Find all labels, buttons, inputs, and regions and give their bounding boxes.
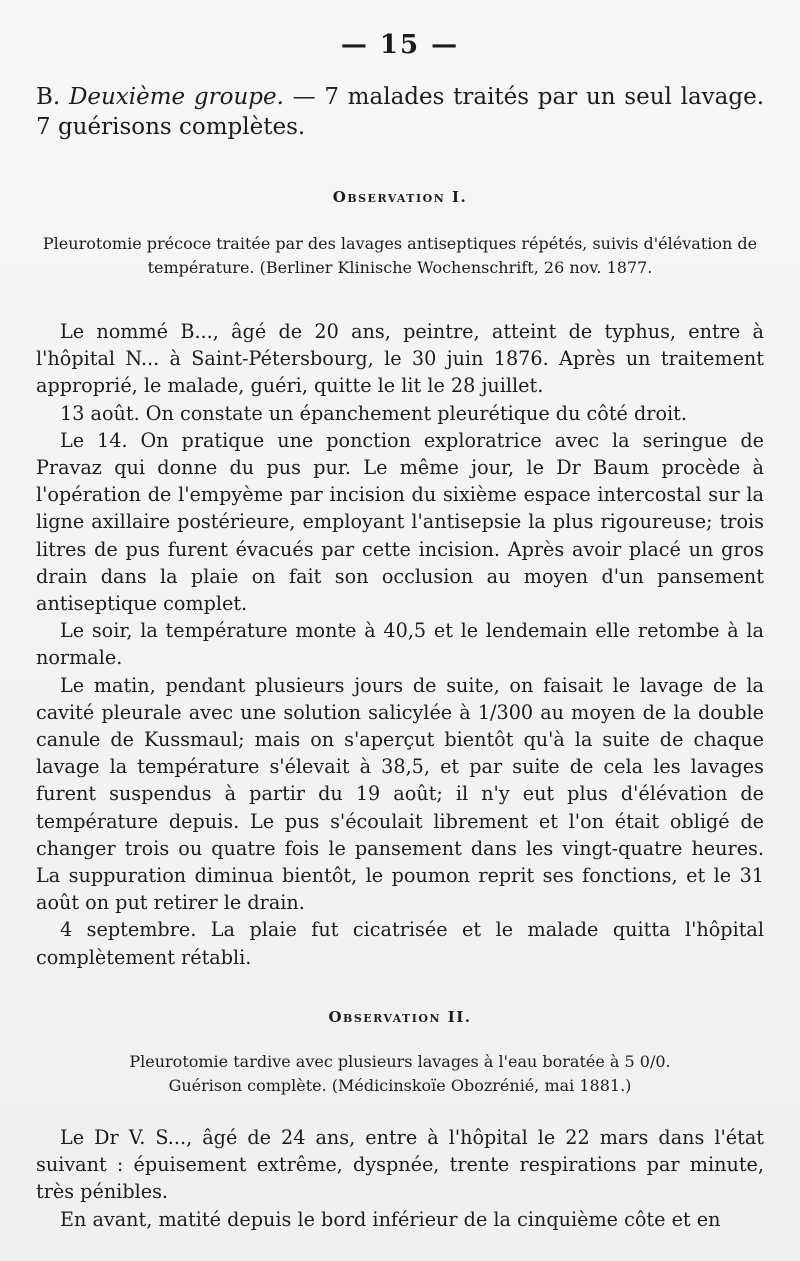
observation-2-summary-line: Guérison complète. (Médicinskoïe Obozrénié, mai 1881.) bbox=[168, 1076, 632, 1095]
observation-2-paragraph: En avant, matité depuis le bord inférieur de la cinquième côte et en bbox=[60, 1207, 721, 1231]
observation-1-title: Observation I. bbox=[332, 188, 468, 206]
section-heading-rest: — 7 malades traités par un seul lavage. 7 guérisons complètes. bbox=[36, 84, 765, 140]
observation-1-summary: Pleurotomie précoce traitée par des lavages antiseptiques répétés, suivis d'élévation de température. (Berliner Klinische Wochenschrift, 26 nov. 1877. bbox=[42, 234, 758, 277]
observation-2-summary bbox=[80, 1050, 720, 1098]
observation-1-paragraph: Le matin, pendant plusieurs jours de suite, on faisait le lavage de la cavité pleurale avec une solution salicylée à 1/300 au moyen de la double canule de Kussmaul; mais on s'aperçut bientôt qu'à la suite de chaque lavage la température s'élevait à 38,5, et par suite de cela les lavages furent suspendus à partir du 19 août; il n'y eut plus d'élévation de température depuis. Le pus s'écoulait librement et l'on était obligé de changer trois ou quatre fois le pansement dans les vingt-quatre heures. La suppuration diminua bientôt, le poumon reprit ses fonctions, et le 31 août on put retirer le drain. bbox=[36, 673, 764, 915]
section-heading-prefix: B. bbox=[36, 84, 61, 110]
observation-1-paragraph: Le nommé B..., âgé de 20 ans, peintre, atteint de typhus, entre à l'hôpital N... à Saint-Pétersbourg, le 30 juin 1876. Après un traitement approprié, le malade, guéri, quitte le lit le 28 juillet. bbox=[36, 320, 764, 398]
observation-1-paragraph: Le 14. On pratique une ponction exploratrice avec la seringue de Pravaz qui donne du pus pur. Le même jour, le Dr Baum procède à l'opération de l'empyème par incision du sixième espace intercostal sur la ligne axillaire postérieure, employant l'antisepsie la plus rigoureuse; trois litres de pus furent évacués par cette incision. Après avoir placé un gros drain dans la plaie on fait son occlusion au moyen d'un pansement antiseptique complet. bbox=[36, 428, 764, 616]
observation-1-paragraph: 13 août. On constate un épanchement pleurétique du côté droit. bbox=[60, 401, 687, 425]
section-heading-italic: Deuxième groupe. bbox=[68, 84, 284, 110]
page-number: — 15 — bbox=[340, 30, 460, 60]
observation-2-summary-line: Pleurotomie tardive avec plusieurs lavages à l'eau boratée à 5 0/0. bbox=[129, 1052, 671, 1071]
observation-1-body bbox=[36, 318, 764, 971]
observation-1-paragraph: 4 septembre. La plaie fut cicatrisée et le malade quitta l'hôpital complètement rétabli. bbox=[36, 918, 764, 969]
observation-2-body bbox=[36, 1124, 764, 1233]
observation-2-paragraph: Le Dr V. S..., âgé de 24 ans, entre à l'hôpital le 22 mars dans l'état suivant : épuisement extrême, dyspnée, trente respirations par minute, très pénibles. bbox=[36, 1126, 764, 1204]
observation-2-title: Observation II. bbox=[328, 1008, 472, 1026]
observation-1-paragraph: Le soir, la température monte à 40,5 et le lendemain elle retombe à la normale. bbox=[36, 619, 764, 670]
section-heading bbox=[36, 82, 764, 142]
